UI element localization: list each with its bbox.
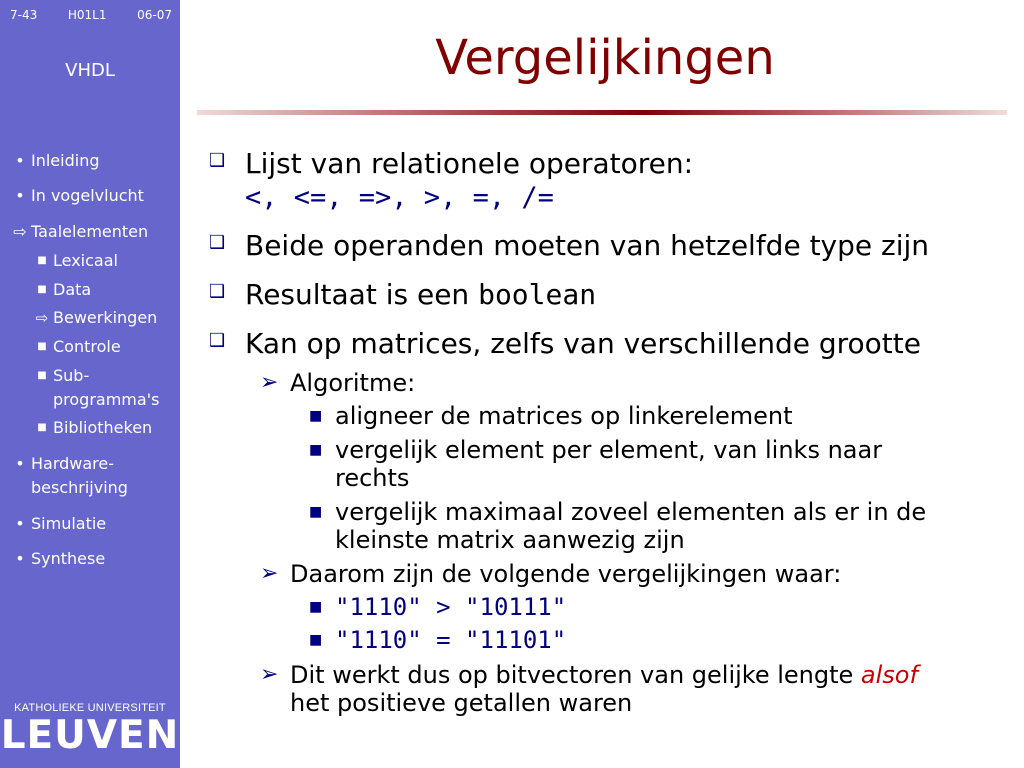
square-bullet-icon: ■ (37, 255, 47, 266)
version: 06-07 (137, 8, 172, 22)
subbullet-bitvectoren (260, 661, 918, 717)
nav-label: beschrijving (31, 478, 128, 497)
square-bullet-icon: ■ (309, 442, 323, 458)
slide-title: Vergelijkingen (435, 30, 775, 86)
bullet-icon: • (15, 454, 25, 473)
bullet-text: Resultaat is een (245, 278, 470, 311)
square-bullet-icon: ■ (37, 422, 47, 433)
operator-list: <, <=, =>, >, =, /= (245, 182, 554, 213)
square-bullet-icon: ■ (309, 599, 323, 615)
nav-label: Controle (53, 337, 121, 356)
subsub-align (309, 402, 1005, 430)
hollow-square-icon: ❑ (209, 232, 226, 253)
subsub-example-1 (309, 593, 1005, 621)
bullet-text-line1: vergelijk maximaal zoveel elementen als er in de (335, 498, 927, 526)
hollow-square-icon: ❑ (209, 150, 226, 171)
nav-label: Bibliotheken (53, 418, 153, 437)
nav-label: Synthese (31, 549, 106, 568)
hollow-square-icon: ❑ (209, 330, 226, 351)
bullet-text-line2: rechts (335, 464, 410, 492)
subsub-example-2 (309, 626, 1005, 654)
slide-number: 7-43 (10, 8, 38, 22)
arrow-right-icon: ⇨ (13, 222, 27, 241)
bullet-icon: • (15, 151, 25, 170)
bullet-icon: • (15, 514, 25, 533)
bullet-text: aligneer de matrices op linkerelement (335, 402, 793, 430)
nav-label: Hardware- (31, 454, 115, 473)
nav-label: Lexicaal (53, 251, 118, 270)
square-bullet-icon: ■ (37, 284, 47, 295)
arrow-right-icon: ⇨ (35, 309, 49, 327)
logo-top-text: KATHOLIEKE UNIVERSITEIT (14, 702, 166, 714)
logo-main-text: LEUVEN (0, 713, 180, 758)
square-bullet-icon: ■ (309, 632, 323, 648)
bullet-text-line2: kleinste matrix aanwezig zijn (335, 526, 685, 554)
square-bullet-icon: ■ (309, 408, 323, 424)
bullet-text: Daarom zijn de volgende vergelijkingen waar: (290, 560, 842, 588)
chevron-right-icon: ➢ (260, 662, 279, 687)
subbullet-algoritme (260, 369, 416, 397)
course-code: H01L1 (67, 8, 107, 22)
code-example: "1110" = "11101" (335, 626, 567, 654)
bullet-icon: • (15, 186, 25, 205)
keyword-boolean: boolean (478, 278, 597, 311)
bullet-text: Beide operanden moeten van hetzelfde type zijn (245, 229, 930, 262)
square-bullet-icon: ■ (37, 370, 47, 381)
bullet-text: Lijst van relationele operatoren: (245, 147, 694, 180)
bullet-text: Kan op matrices, zelfs van verschillende grootte (245, 327, 921, 360)
hollow-square-icon: ❑ (209, 281, 226, 302)
subsub-maximum (309, 498, 1005, 554)
chevron-right-icon: ➢ (260, 370, 279, 395)
bullet-operators (209, 147, 694, 215)
nav-label: Simulatie (31, 514, 107, 533)
nav-label: Sub- (53, 366, 90, 385)
subsub-compare (309, 436, 1005, 492)
bullet-matrices (209, 327, 921, 361)
nav-label: Inleiding (31, 151, 100, 170)
course-name: VHDL (65, 60, 115, 81)
nav-label: Data (53, 280, 92, 299)
bullet-same-type (209, 229, 930, 263)
emphasis-alsof: alsof (860, 661, 918, 689)
bullet-text-line2: het positieve getallen waren (290, 689, 633, 717)
bullet-text: Algoritme: (290, 369, 416, 397)
nav-label: programma's (53, 390, 160, 409)
bullet-result (209, 278, 597, 312)
square-bullet-icon: ■ (309, 504, 323, 520)
subbullet-daarom (260, 560, 842, 588)
bullet-text: Dit werkt dus op bitvectoren van gelijke lengte (290, 661, 854, 689)
bullet-icon: • (15, 549, 25, 568)
code-example: "1110" > "10111" (335, 593, 567, 621)
nav-label: In vogelvlucht (31, 186, 144, 205)
nav-label: Bewerkingen (53, 308, 158, 327)
bullet-text-line1: vergelijk element per element, van links naar (335, 436, 883, 464)
nav-label: Taalelementen (31, 222, 149, 241)
chevron-right-icon: ➢ (260, 561, 279, 586)
square-bullet-icon: ■ (37, 341, 47, 352)
